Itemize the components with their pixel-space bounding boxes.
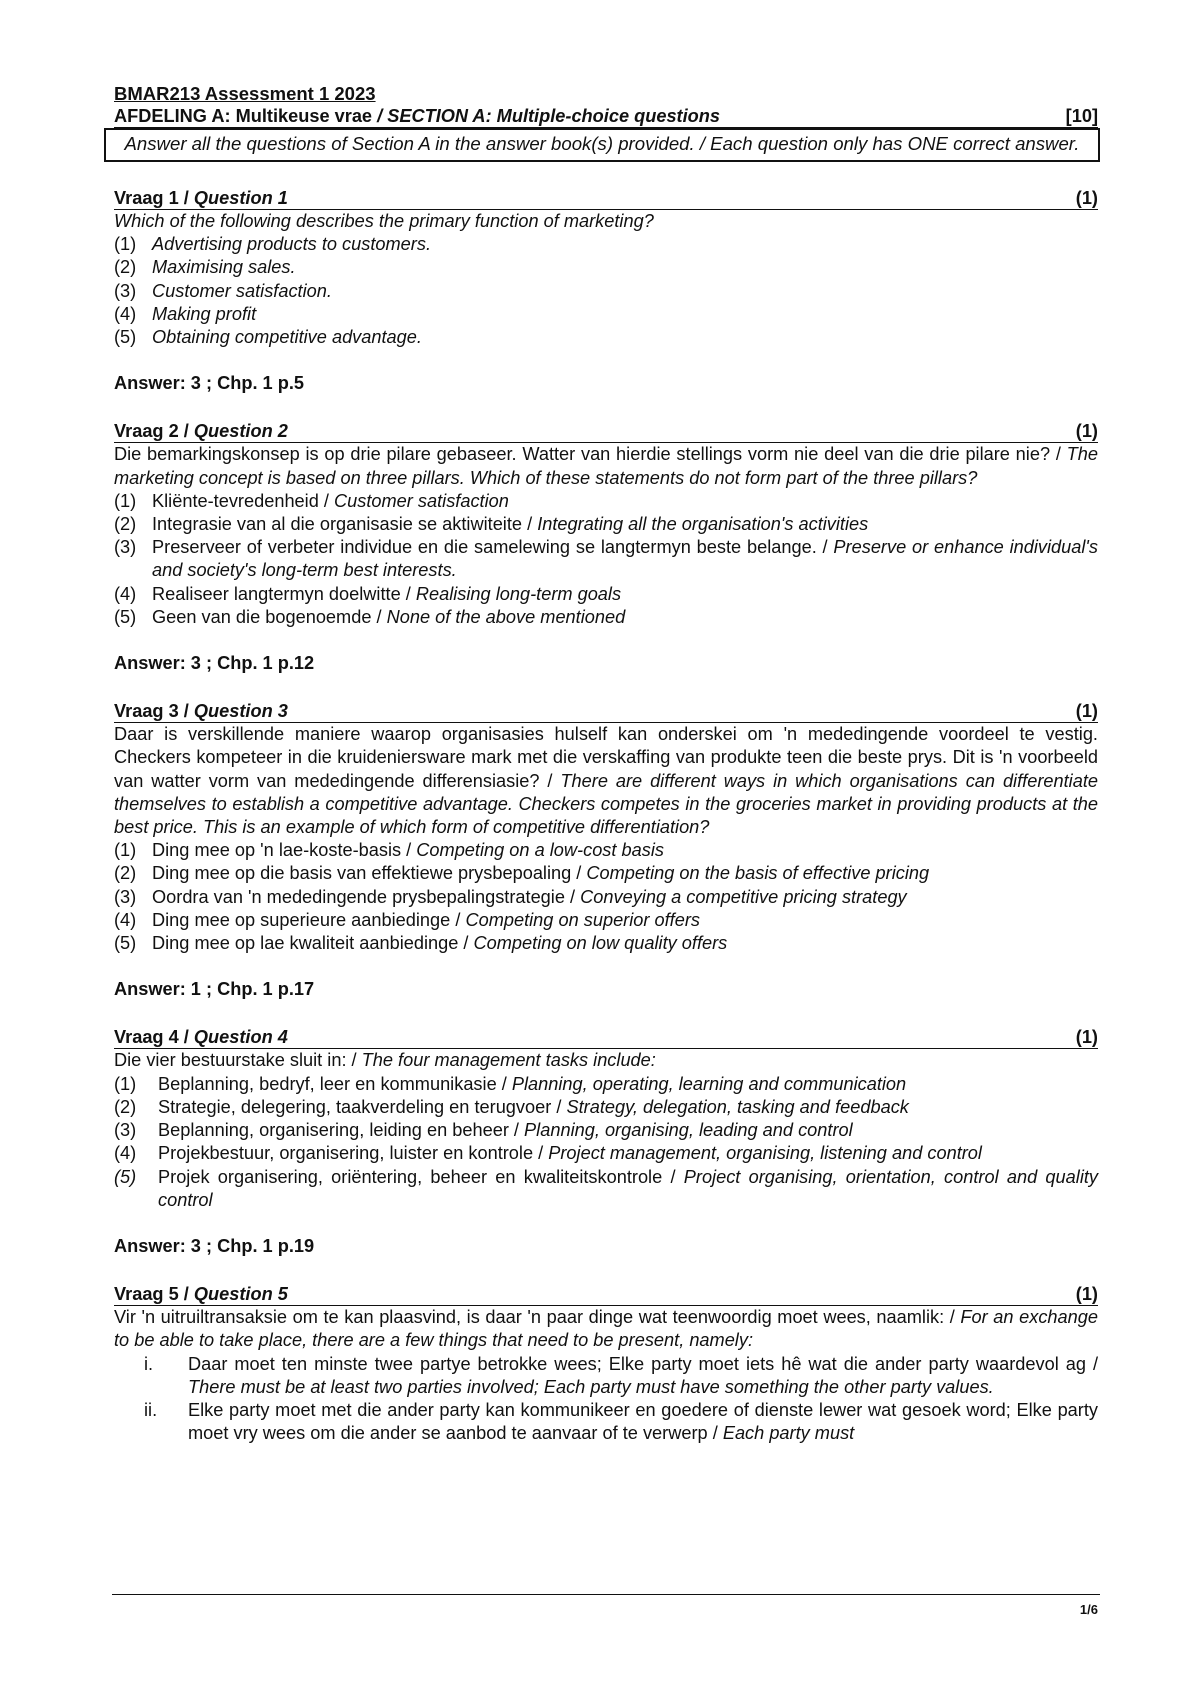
question-3-option-4: (4) Ding mee op superieure aanbiedinge / Competing on superior offers	[114, 909, 700, 930]
question-4-marks: (1)	[1075, 1027, 1098, 1048]
page-number: 1/6	[1079, 1602, 1098, 1617]
question-4-option-4: (4) Projekbestuur, organisering, luister en kontrole / Project management, organising, listening and control	[114, 1143, 982, 1164]
section-heading-label: AFDELING A: Multikeuse vrae / SECTION A: Multiple-choice questions	[114, 106, 721, 126]
question-3-option-5: (5) Ding mee op lae kwaliteit aanbiedinge / Competing on low quality offers	[114, 933, 728, 954]
question-3-marks: (1)	[1075, 701, 1098, 722]
question-1-option-2: (2) Maximising sales.	[114, 257, 296, 278]
question-4-heading: Vraag 4 / Question 4 (1)	[114, 1027, 1098, 1048]
question-4-stem: Die vier bestuurstake sluit in: / The four management tasks include:	[114, 1050, 656, 1071]
footer-divider	[112, 1594, 1100, 1595]
question-1-marks: (1)	[1075, 188, 1098, 208]
question-5-item-i: i. Daar moet ten minste twee partye betrokke wees; Elke party moet iets hê wat die ander party waardevol ag / There must be at least two parties involved; Each party must have something the other party values.	[144, 1353, 1098, 1397]
question-2-option-4: (4) Realiseer langtermyn doelwitte / Realising long-term goals	[114, 583, 622, 604]
question-4-option-2: (2) Strategie, delegering, taakverdeling en terugvoer / Strategy, delegation, tasking and feedback	[114, 1096, 909, 1117]
question-1-answer: Answer: 3 ; Chp. 1 p.5	[114, 373, 304, 394]
question-4-option-5: (5) Projek organisering, oriëntering, beheer en kwaliteitskontrole / Project organising, orientation, control and quality control	[114, 1166, 1099, 1210]
question-4-answer: Answer: 3 ; Chp. 1 p.19	[114, 1235, 315, 1256]
question-2-stem: Die bemarkingskonsep is op drie pilare gebaseer. Watter van hierdie stellings vorm nie deel van die drie pilare nie? / The marketing concept is based on three pillars. Which of these statements do not form part of the three pillars?	[114, 444, 1098, 488]
question-5-marks: (1)	[1075, 1284, 1098, 1305]
question-1-option-1: (1) Advertising products to customers.	[114, 234, 431, 255]
section-heading	[114, 105, 1098, 128]
question-2-marks: (1)	[1075, 421, 1098, 442]
question-5-stem: Vir 'n uitruiltransaksie om te kan plaasvind, is daar 'n paar dinge wat teenwoordig moet wees, naamlik: / For an exchange to be able to take place, there are a few things that need to be present, namely:	[114, 1307, 1098, 1351]
question-3-option-1: (1) Ding mee op 'n lae-koste-basis / Competing on a low-cost basis	[114, 840, 664, 861]
question-1-option-4: (4) Making profit	[114, 303, 257, 324]
section-instruction-box: Answer all the questions of Section A in the answer book(s) provided. / Each question only has ONE correct answer.	[104, 128, 1100, 162]
section-marks: [10]	[1065, 106, 1098, 126]
question-1-option-5: (5) Obtaining competitive advantage.	[114, 327, 422, 348]
question-4-option-1: (1) Beplanning, bedryf, leer en kommunikasie / Planning, operating, learning and communication	[114, 1073, 907, 1094]
question-1-stem: Which of the following describes the primary function of marketing?	[114, 211, 654, 231]
question-2-option-3: (3) Preserveer of verbeter individue en die samelewing se langtermyn beste belange. / Preserve or enhance individual's and society's long-term best interests.	[114, 537, 1098, 581]
question-1-heading: Vraag 1 / Question 1 (1)	[114, 188, 1098, 208]
question-1-option-3: (3) Customer satisfaction.	[114, 280, 332, 301]
question-2-heading: Vraag 2 / Question 2 (1)	[114, 421, 1098, 442]
question-2-option-1: (1) Kliënte-tevredenheid / Customer satisfaction	[114, 490, 509, 511]
question-2-option-2: (2) Integrasie van al die organisasie se aktiwiteite / Integrating all the organisation's activities	[114, 514, 869, 535]
question-5-heading: Vraag 5 / Question 5 (1)	[114, 1284, 1098, 1305]
page-content	[114, 82, 1098, 1445]
question-3-answer: Answer: 1 ; Chp. 1 p.17	[114, 979, 315, 1000]
document-title: BMAR213 Assessment 1 2023	[114, 83, 376, 104]
question-5-item-ii: ii. Elke party moet met die ander party kan kommunikeer en goedere of dienste lewer wat gesoek word; Elke party moet vry wees om die ander se aanbod te aanvaar of te verwerp / Each party must	[144, 1399, 1098, 1444]
question-3-option-2: (2) Ding mee op die basis van effektiewe prysbepoaling / Competing on the basis of effective pricing	[114, 863, 930, 884]
question-4-option-3: (3) Beplanning, organisering, leiding en beheer / Planning, organising, leading and control	[114, 1120, 853, 1141]
question-3-heading: Vraag 3 / Question 3 (1)	[114, 701, 1098, 722]
question-2-answer: Answer: 3 ; Chp. 1 p.12	[114, 653, 315, 674]
question-3-stem: Daar is verskillende maniere waarop organisasies hulself kan onderskei om 'n mededingende voordeel te vestig. Checkers kompeteer in die kruideniersware mark met die verskaffing van produkte teen die beste prys. Dit is 'n voorbeeld van watter vorm van mededingende differensiasie? / There are different ways in which organisations can differentiate themselves to establish a competitive advantage. Checkers competes in the groceries market in providing products at the best price. This is an example of which form of competitive differentiation?	[114, 724, 1098, 838]
question-2-option-5: (5) Geen van die bogenoemde / None of the above mentioned	[114, 606, 626, 627]
question-3-option-3: (3) Oordra van 'n mededingende prysbepalingstrategie / Conveying a competitive pricing strategy	[114, 886, 907, 907]
